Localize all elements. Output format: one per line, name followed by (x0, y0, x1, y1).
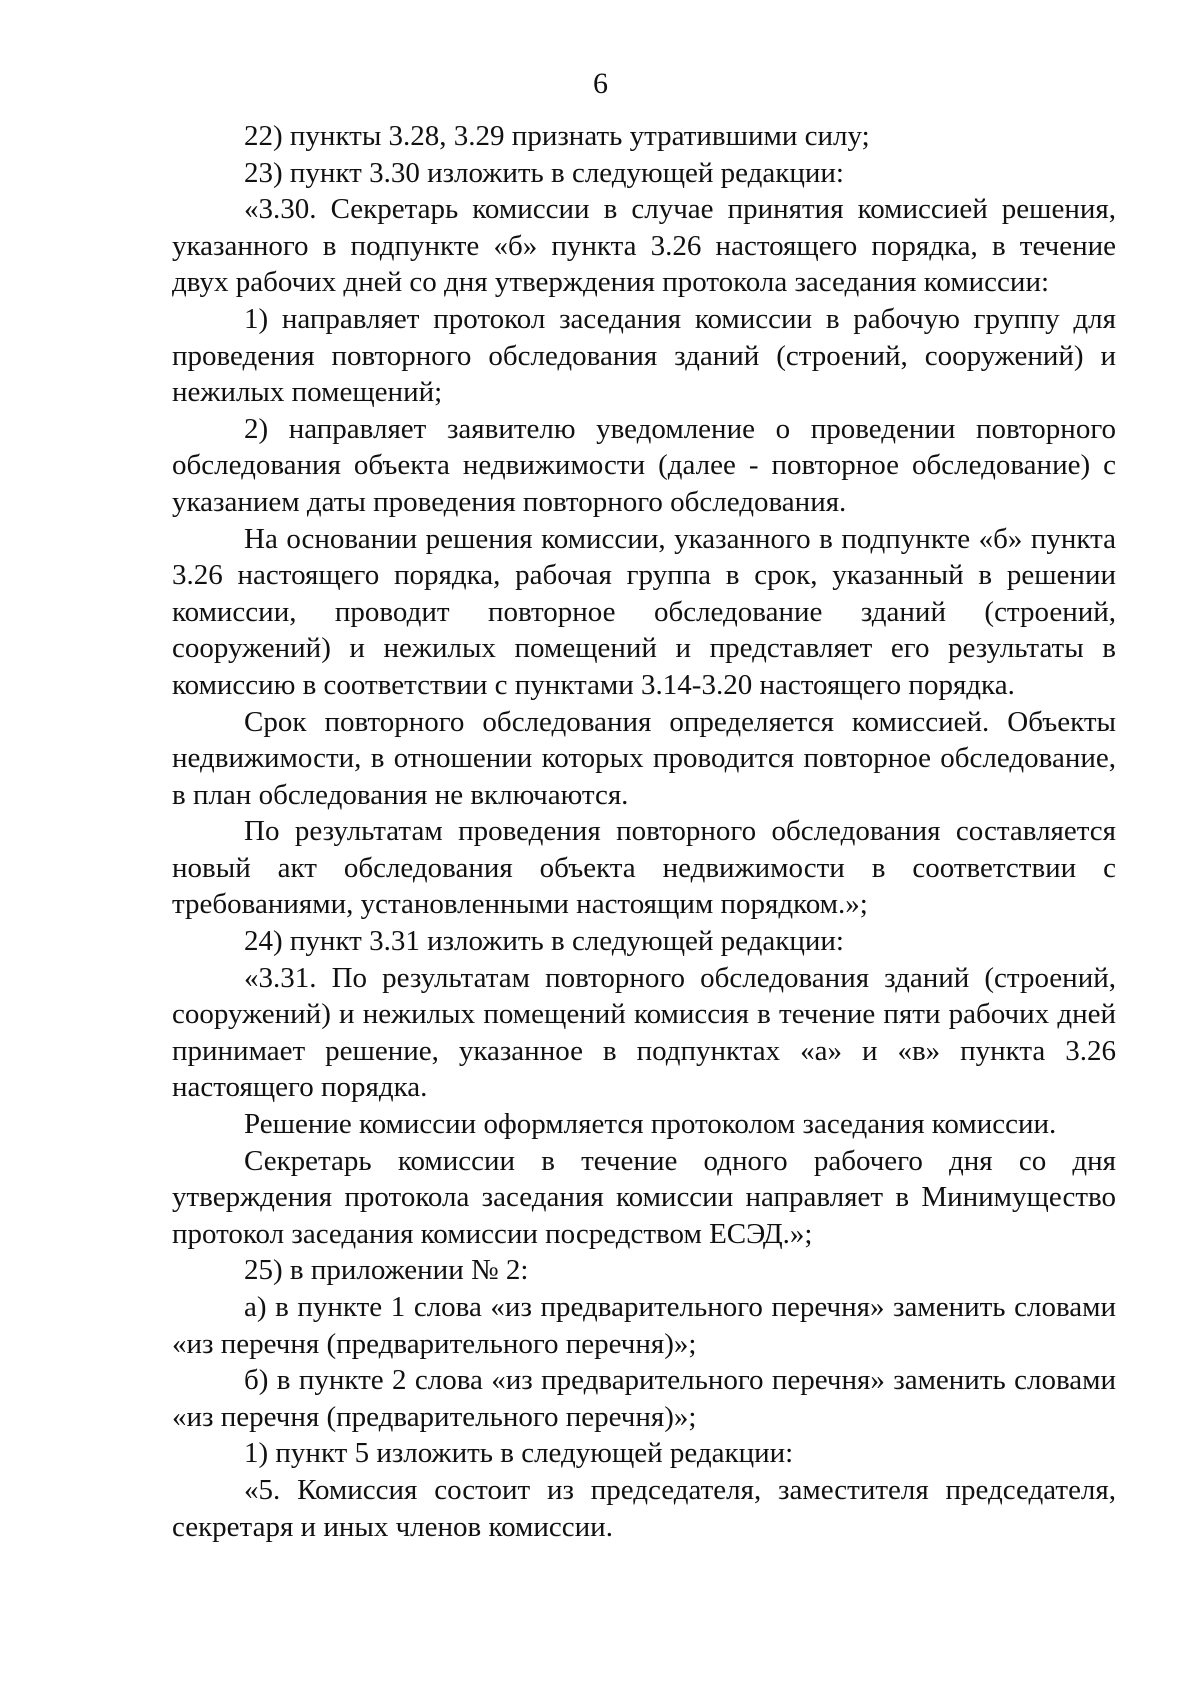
paragraph-25-a: а) в пункте 1 слова «из предварительного перечня» заменить словами «из перечня (предварительного перечня)»; (172, 1291, 1116, 1360)
paragraph-25-1: 1) пункт 5 изложить в следующей редакции: (244, 1437, 794, 1470)
page-number: 6 (593, 67, 608, 100)
paragraph-3-30: «3.30. Секретарь комиссии в случае принятия комиссией решения, указанного в подпункте «б» пункта 3.26 настоящего порядка, в течение двух рабочих дней со дня утверждения протокола заседания комиссии: (172, 193, 1116, 299)
document-body (172, 118, 1116, 1545)
paragraph-decision-protocol: Решение комиссии оформляется протоколом заседания комиссии. (244, 1108, 1057, 1141)
paragraph-secretary-esed: Секретарь комиссии в течение одного рабочего дня со дня утверждения протокола заседания комиссии направляет в Минимущество протокол заседания комиссии посредством ЕСЭД.»; (172, 1144, 1116, 1250)
paragraph-23: 23) пункт 3.30 изложить в следующей редакции: (244, 156, 844, 189)
paragraph-working-group: На основании решения комиссии, указанного в подпункте «б» пункта 3.26 настоящего порядка, рабочая группа в срок, указанный в решении комиссии, проводит повторное обследование зданий (строений, сооружений) и нежилых помещений и представляет его результаты в комиссию в соответствии с пунктами 3.14-3.20 настоящего порядка. (172, 522, 1116, 701)
paragraph-3-31: «3.31. По результатам повторного обследования зданий (строений, сооружений) и нежилых помещений комиссия в течение пяти рабочих дней принимает решение, указанное в подпунктах «а» и «в» пункта 3.26 настоящего порядка. (172, 961, 1116, 1104)
paragraph-5-commission: «5. Комиссия состоит из председателя, заместителя председателя, секретаря и иных членов комиссии. (172, 1473, 1116, 1543)
paragraph-25: 25) в приложении № 2: (244, 1254, 529, 1287)
paragraph-new-act: По результатам проведения повторного обследования составляется новый акт обследования объекта недвижимости в соответствии с требованиями, установленными настоящим порядком.»; (172, 815, 1116, 921)
paragraph-25-b: б) в пункте 2 слова «из предварительного перечня» заменить словами «из перечня (предварительного перечня)»; (172, 1364, 1116, 1433)
paragraph-22: 22) пункты 3.28, 3.29 признать утратившими силу; (244, 120, 870, 152)
paragraph-3-30-item-1: 1) направляет протокол заседания комиссии в рабочую группу для проведения повторного обследования зданий (строений, сооружений) и нежилых помещений; (172, 302, 1116, 409)
paragraph-inspection-term: Срок повторного обследования определяется комиссией. Объекты недвижимости, в отношении которых проводится повторное обследование, в план обследования не включаются. (172, 705, 1116, 811)
paragraph-3-30-item-2: 2) направляет заявителю уведомление о проведении повторного обследования объекта недвижимости (далее - повторное обследование) с указанием даты проведения повторного обследования. (172, 412, 1116, 518)
paragraph-24: 24) пункт 3.31 изложить в следующей редакции: (244, 925, 844, 958)
